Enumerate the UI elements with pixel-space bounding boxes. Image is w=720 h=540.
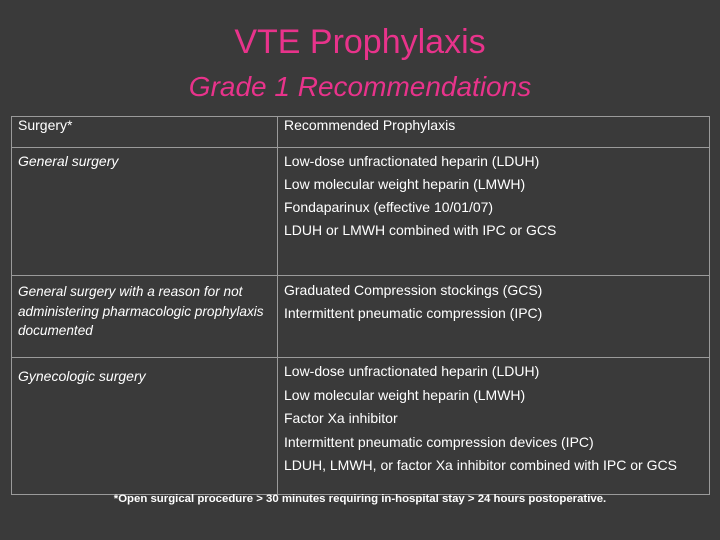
surgery-cell [12,148,278,276]
prophylaxis-item: LDUH or LMWH combined with IPC or GCS [284,222,557,238]
prophylaxis-item: Factor Xa inhibitor [284,410,398,426]
table-row [12,276,710,358]
table-row [12,148,710,276]
footnote: *Open surgical procedure > 30 minutes requiring in-hospital stay > 24 hours postoperative. [113,493,607,505]
recommendations-table [11,116,710,495]
prophylaxis-cell [278,276,710,358]
slide-subtitle: Grade 1 Recommendations [188,71,532,102]
prophylaxis-item: Intermittent pneumatic compression (IPC) [284,305,543,321]
table-header-row [12,117,710,148]
surgery-cell [12,358,278,495]
prophylaxis-cell [278,148,710,276]
prophylaxis-item: LDUH, LMWH, or factor Xa inhibitor combined with IPC or GCS [284,457,677,473]
prophylaxis-item: Low-dose unfractionated heparin (LDUH) [284,363,540,379]
prophylaxis-item: Low molecular weight heparin (LMWH) [284,386,526,403]
prophylaxis-item: Intermittent pneumatic compression devices (IPC) [284,433,594,450]
surgery-type: Gynecologic surgery [18,368,146,384]
slide-title: VTE Prophylaxis [234,23,486,61]
prophylaxis-item: Low-dose unfractionated heparin (LDUH) [284,153,540,169]
prophylaxis-item: Low molecular weight heparin (LMWH) [284,176,526,192]
prophylaxis-cell [278,358,710,495]
header-prophylaxis: Recommended Prophylaxis [278,117,710,148]
surgery-type: General surgery [18,153,119,169]
surgery-cell [12,276,278,358]
prophylaxis-item: Fondaparinux (effective 10/01/07) [284,199,494,215]
header-surgery: Surgery* [12,117,278,148]
prophylaxis-item: Graduated Compression stockings (GCS) [284,282,543,298]
table-row [12,358,710,495]
surgery-type: General surgery with a reason for not administering pharmacologic prophylaxis documented [18,284,264,338]
